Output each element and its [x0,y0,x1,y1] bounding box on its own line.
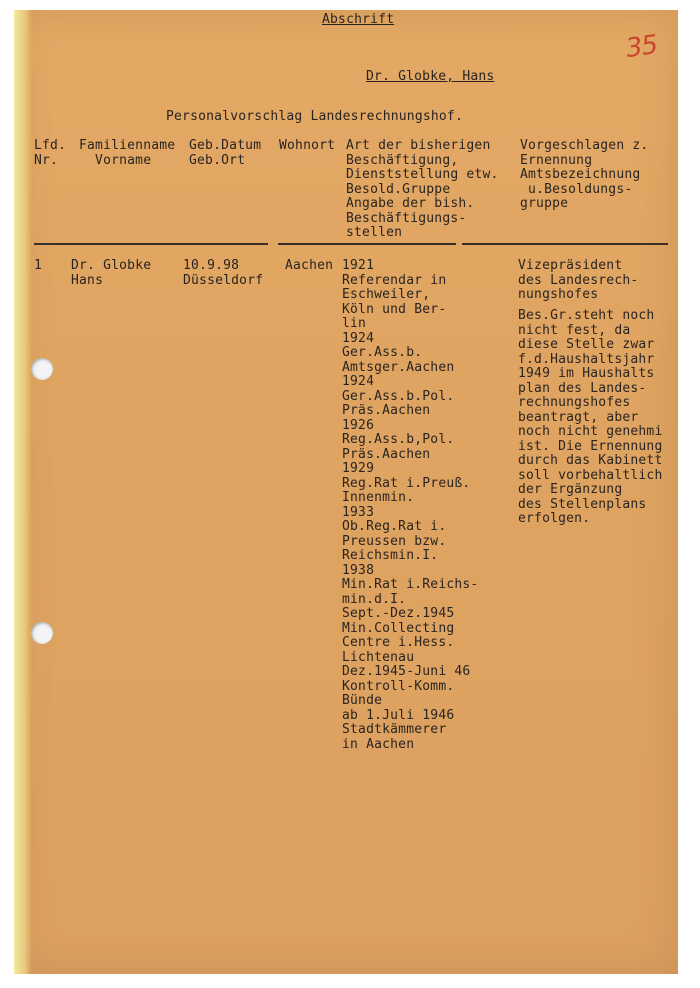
remark-line: diese Stelle zwar [518,337,655,352]
remark-line: erfolgen. [518,511,591,526]
career-line: Reg.Rat i.Preuß. [342,475,471,491]
career-line: Preussen bzw. [342,533,447,549]
remark-line: der Ergänzung [518,482,623,497]
career-line: Bünde [342,693,383,708]
column-header-line: Dienststellung etw. [346,167,499,182]
column-header-line: Beschäftigung, [346,152,459,168]
remark-line: rechnungshofes [518,395,631,410]
career-line: Stadtkämmerer [342,722,447,737]
column-header-line: Familienname [79,138,176,153]
subject-line: Personalvorschlag Landesrechnungshof. [166,109,463,124]
remark-line: soll vorbehaltlich [518,467,663,483]
column-header-line: stellen [346,225,403,240]
career-line: Amtsger.Aachen [342,359,455,375]
career-line: Ger.Ass.b. [342,345,423,360]
entry-name-line: Dr. Globke [71,258,152,273]
column-header-name [79,139,175,168]
career-line: 1938 [342,562,375,578]
career-line: Lichtenau [342,649,415,665]
column-header-line: Angabe der bish. [346,196,475,211]
career-line: 1921 [342,258,375,273]
remark-line: noch nicht genehmi [518,424,663,439]
column-header-line: u.Besoldungs- [520,181,633,197]
career-line: ab 1.Juli 1946 [342,707,455,723]
header-divider-left [34,243,268,245]
remark-line: nicht fest, da [518,322,631,338]
career-line: Präs.Aachen [342,403,431,418]
column-header-line: Vorname [79,152,152,168]
column-header-line: Art der bisherigen [346,138,491,153]
career-line: Ger.Ass.b.Pol. [342,388,455,404]
career-line: 1933 [342,504,375,520]
column-header-lfd [34,139,66,168]
remark-line: f.d.Haushaltsjahr [518,351,655,367]
career-line: Reichsmin.I. [342,548,439,563]
header-divider-right [462,243,668,245]
career-line: lin [342,316,367,331]
entry-name-line: Hans [71,272,104,288]
column-header-line: Amtsbezeichnung [520,167,641,182]
remark-line: beantragt, aber [518,409,639,425]
remark-line: Bes.Gr.steht noch [518,308,655,323]
column-header-birth [189,139,261,168]
career-line: Dez.1945-Juni 46 [342,664,471,679]
career-line: Präs.Aachen [342,446,431,462]
remark-line: ist. Die Ernennung [518,438,663,454]
entry-proposal [518,259,638,303]
career-line: 1924 [342,330,375,346]
career-line: Min.Rat i.Reichs- [342,577,479,592]
column-header-line: gruppe [520,196,569,211]
column-header-line: Lfd. [34,138,67,153]
career-line: 1924 [342,374,375,389]
column-header-line: Besold.Gruppe [346,181,451,197]
career-line: Sept.-Dez.1945 [342,606,455,621]
entry-name [71,259,151,288]
column-header-line: Wohnort [279,138,336,153]
column-header-line: Geb.Datum [189,138,262,153]
career-line: Ob.Reg.Rat i. [342,519,447,534]
column-header-line: Vorgeschlagen z. [520,138,649,153]
column-header-line: Geb.Ort [189,152,246,168]
entry-career-list [342,259,478,752]
column-header-line: Beschäftigungs- [346,210,467,226]
column-header-proposal [520,139,648,212]
person-name-heading: Dr. Globke, Hans [366,69,495,84]
remark-line: plan des Landes- [518,380,647,396]
entry-birth-line: Düsseldorf [183,272,264,288]
punch-hole-bottom [31,622,53,644]
entry-remark [518,309,662,527]
career-line: Min.Collecting [342,620,455,636]
proposal-line: nungshofes [518,287,599,302]
career-line: min.d.I. [342,591,407,607]
entry-birth [183,259,263,288]
header-divider-middle [278,243,456,245]
career-line: Eschweiler, [342,287,431,302]
career-line: Kontroll-Komm. [342,678,455,694]
career-line: 1929 [342,461,375,476]
career-line: Centre i.Hess. [342,635,455,650]
entry-residence: Aachen [285,258,334,273]
column-header-line: Ernennung [520,152,593,168]
career-line: Köln und Ber- [342,301,447,317]
career-line: Innenmin. [342,490,415,505]
career-line: 1926 [342,417,375,433]
proposal-line: Vizepräsident [518,258,623,273]
career-line: in Aachen [342,736,415,752]
remark-line: 1949 im Haushalts [518,366,655,381]
page-number-stamp: 35 [624,29,660,65]
proposal-line: des Landesrech- [518,272,639,288]
document-title: Abschrift [322,12,395,27]
column-header-residence [279,139,335,154]
column-header-line: Nr. [34,152,59,168]
career-line: Referendar in [342,272,447,288]
career-line: Reg.Ass.b,Pol. [342,432,455,447]
remark-line: des Stellenplans [518,496,647,512]
column-header-employment [346,139,499,241]
punch-hole-top [31,358,53,380]
entry-number: 1 [34,258,43,273]
remark-line: durch das Kabinett [518,453,663,468]
entry-birth-line: 10.9.98 [183,258,240,273]
